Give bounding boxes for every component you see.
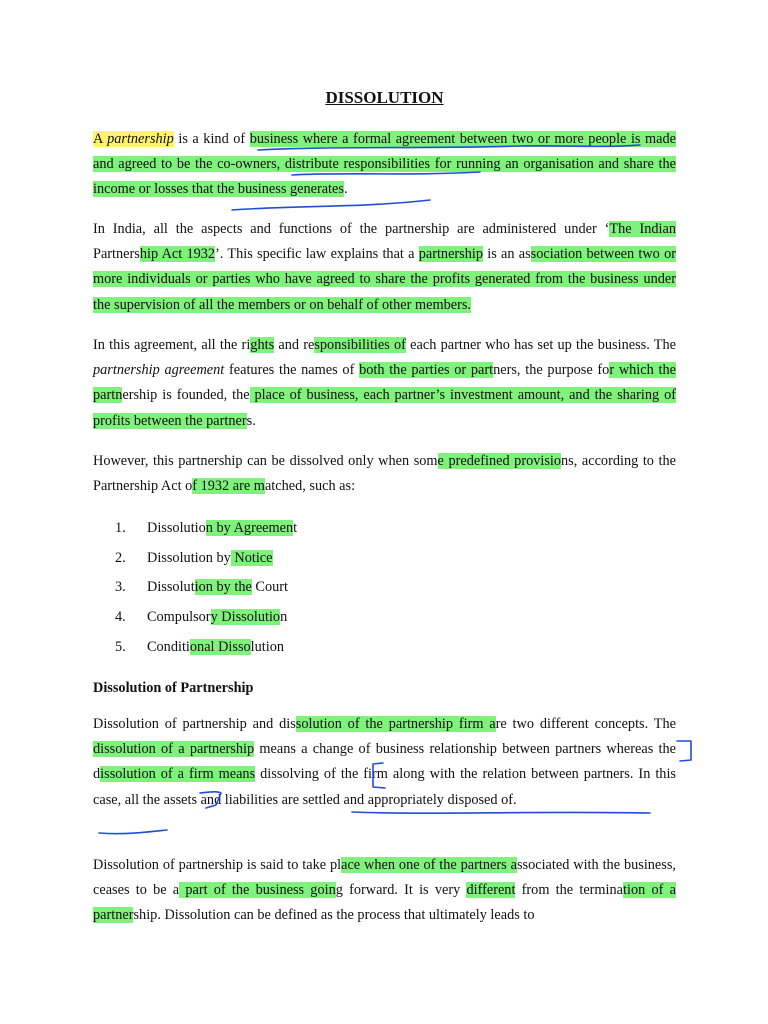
highlight: issolution of a firm means [100, 766, 256, 783]
highlight: y Dissolutio [210, 609, 281, 626]
highlight: Notice [230, 549, 273, 566]
highlight: f 1932 are m [192, 478, 265, 495]
highlight: onal Disso [189, 638, 251, 655]
agreement-paragraph: In this agreement, all the rights and responsibilities of each partner who has set up the business. The partnership agreement features the names of both the parties or partners, the purpose for which the partnership is founded, the place of business, each partner’s investment amount, and the sharing of profits between the partners. [93, 337, 677, 429]
highlight: The Indian [609, 221, 676, 237]
highlight: business where a formal agreement between two or more people is made and agreed to be the co-owners, distribute responsibilities for running an organisation and share the income or losses that the business generates [93, 131, 676, 198]
provisions-paragraph: However, this partnership can be dissolved only when some predefined provisions, according to the Partnership Act of 1932 are matched, such as: [93, 453, 676, 495]
highlight: ace when one of the partners a [341, 857, 517, 873]
pen-underline [99, 830, 167, 834]
highlight: both the parties or part [359, 362, 494, 379]
highlight: sponsibilities of [314, 337, 406, 353]
section-heading: Dissolution of Partnership [93, 680, 254, 696]
highlight: part of the business goin [179, 882, 336, 899]
highlight: place of business, each partner’s investment amount, and the sharing of profits between the partner [93, 387, 677, 429]
highlight: ghts [250, 337, 275, 353]
india-act-paragraph: In India, all the aspects and functions of the partnership are administered under ‘The Indian Partnership Act 1932’. This specific law explains that a partnership is an association between two or more individuals or parties who have agreed to share the profits generated from the business under the supervision of all the members or on behalf of other members. [93, 221, 676, 313]
highlight: tion of a partner [93, 882, 676, 924]
highlight: n by Agreemen [205, 520, 294, 536]
highlight: sociation between two or more individuals or parties who have agreed to share the profits generated from the business under the supervision of all the members or on behalf of other members. [93, 246, 676, 313]
highlight: solution of the partnership firm a [295, 716, 496, 732]
dissolution-definition-paragraph: Dissolution of partnership is said to take place when one of the partners associated with the business, ceases to be a part of the business going forward. It is very different from the termination of a partnership. Dissolution can be defined as the process that ultimately leads to [93, 857, 676, 924]
highlight: hip Act 1932 [139, 246, 216, 263]
intro-paragraph: A partnership is a kind of business where a formal agreement between two or more people is made and agreed to be the co-owners, distribute responsibilities for running an organisation and share the income or losses that the business generates. [93, 131, 676, 198]
highlight: different [466, 882, 516, 899]
highlight: ion by the [194, 579, 252, 596]
partnership-term: partnership [107, 131, 174, 147]
highlight: e predefined provisio [437, 453, 562, 469]
highlight: dissolution of a partnership [93, 741, 255, 758]
pen-bracket [677, 741, 691, 761]
dissolution-concepts-paragraph: Dissolution of partnership and dissolution of the partnership firm are two different concepts. The dissolution of a partnership means a change of business relationship between partners whereas the dissolution of a firm means dissolving of the firm along with the relation between partners. In this case, all the assets and liabilities are settled and appropriately disposed of. [93, 716, 676, 808]
highlight: r which the partn [93, 362, 676, 404]
document-title: DISSOLUTION [325, 88, 444, 107]
highlight: partnership [418, 246, 484, 263]
